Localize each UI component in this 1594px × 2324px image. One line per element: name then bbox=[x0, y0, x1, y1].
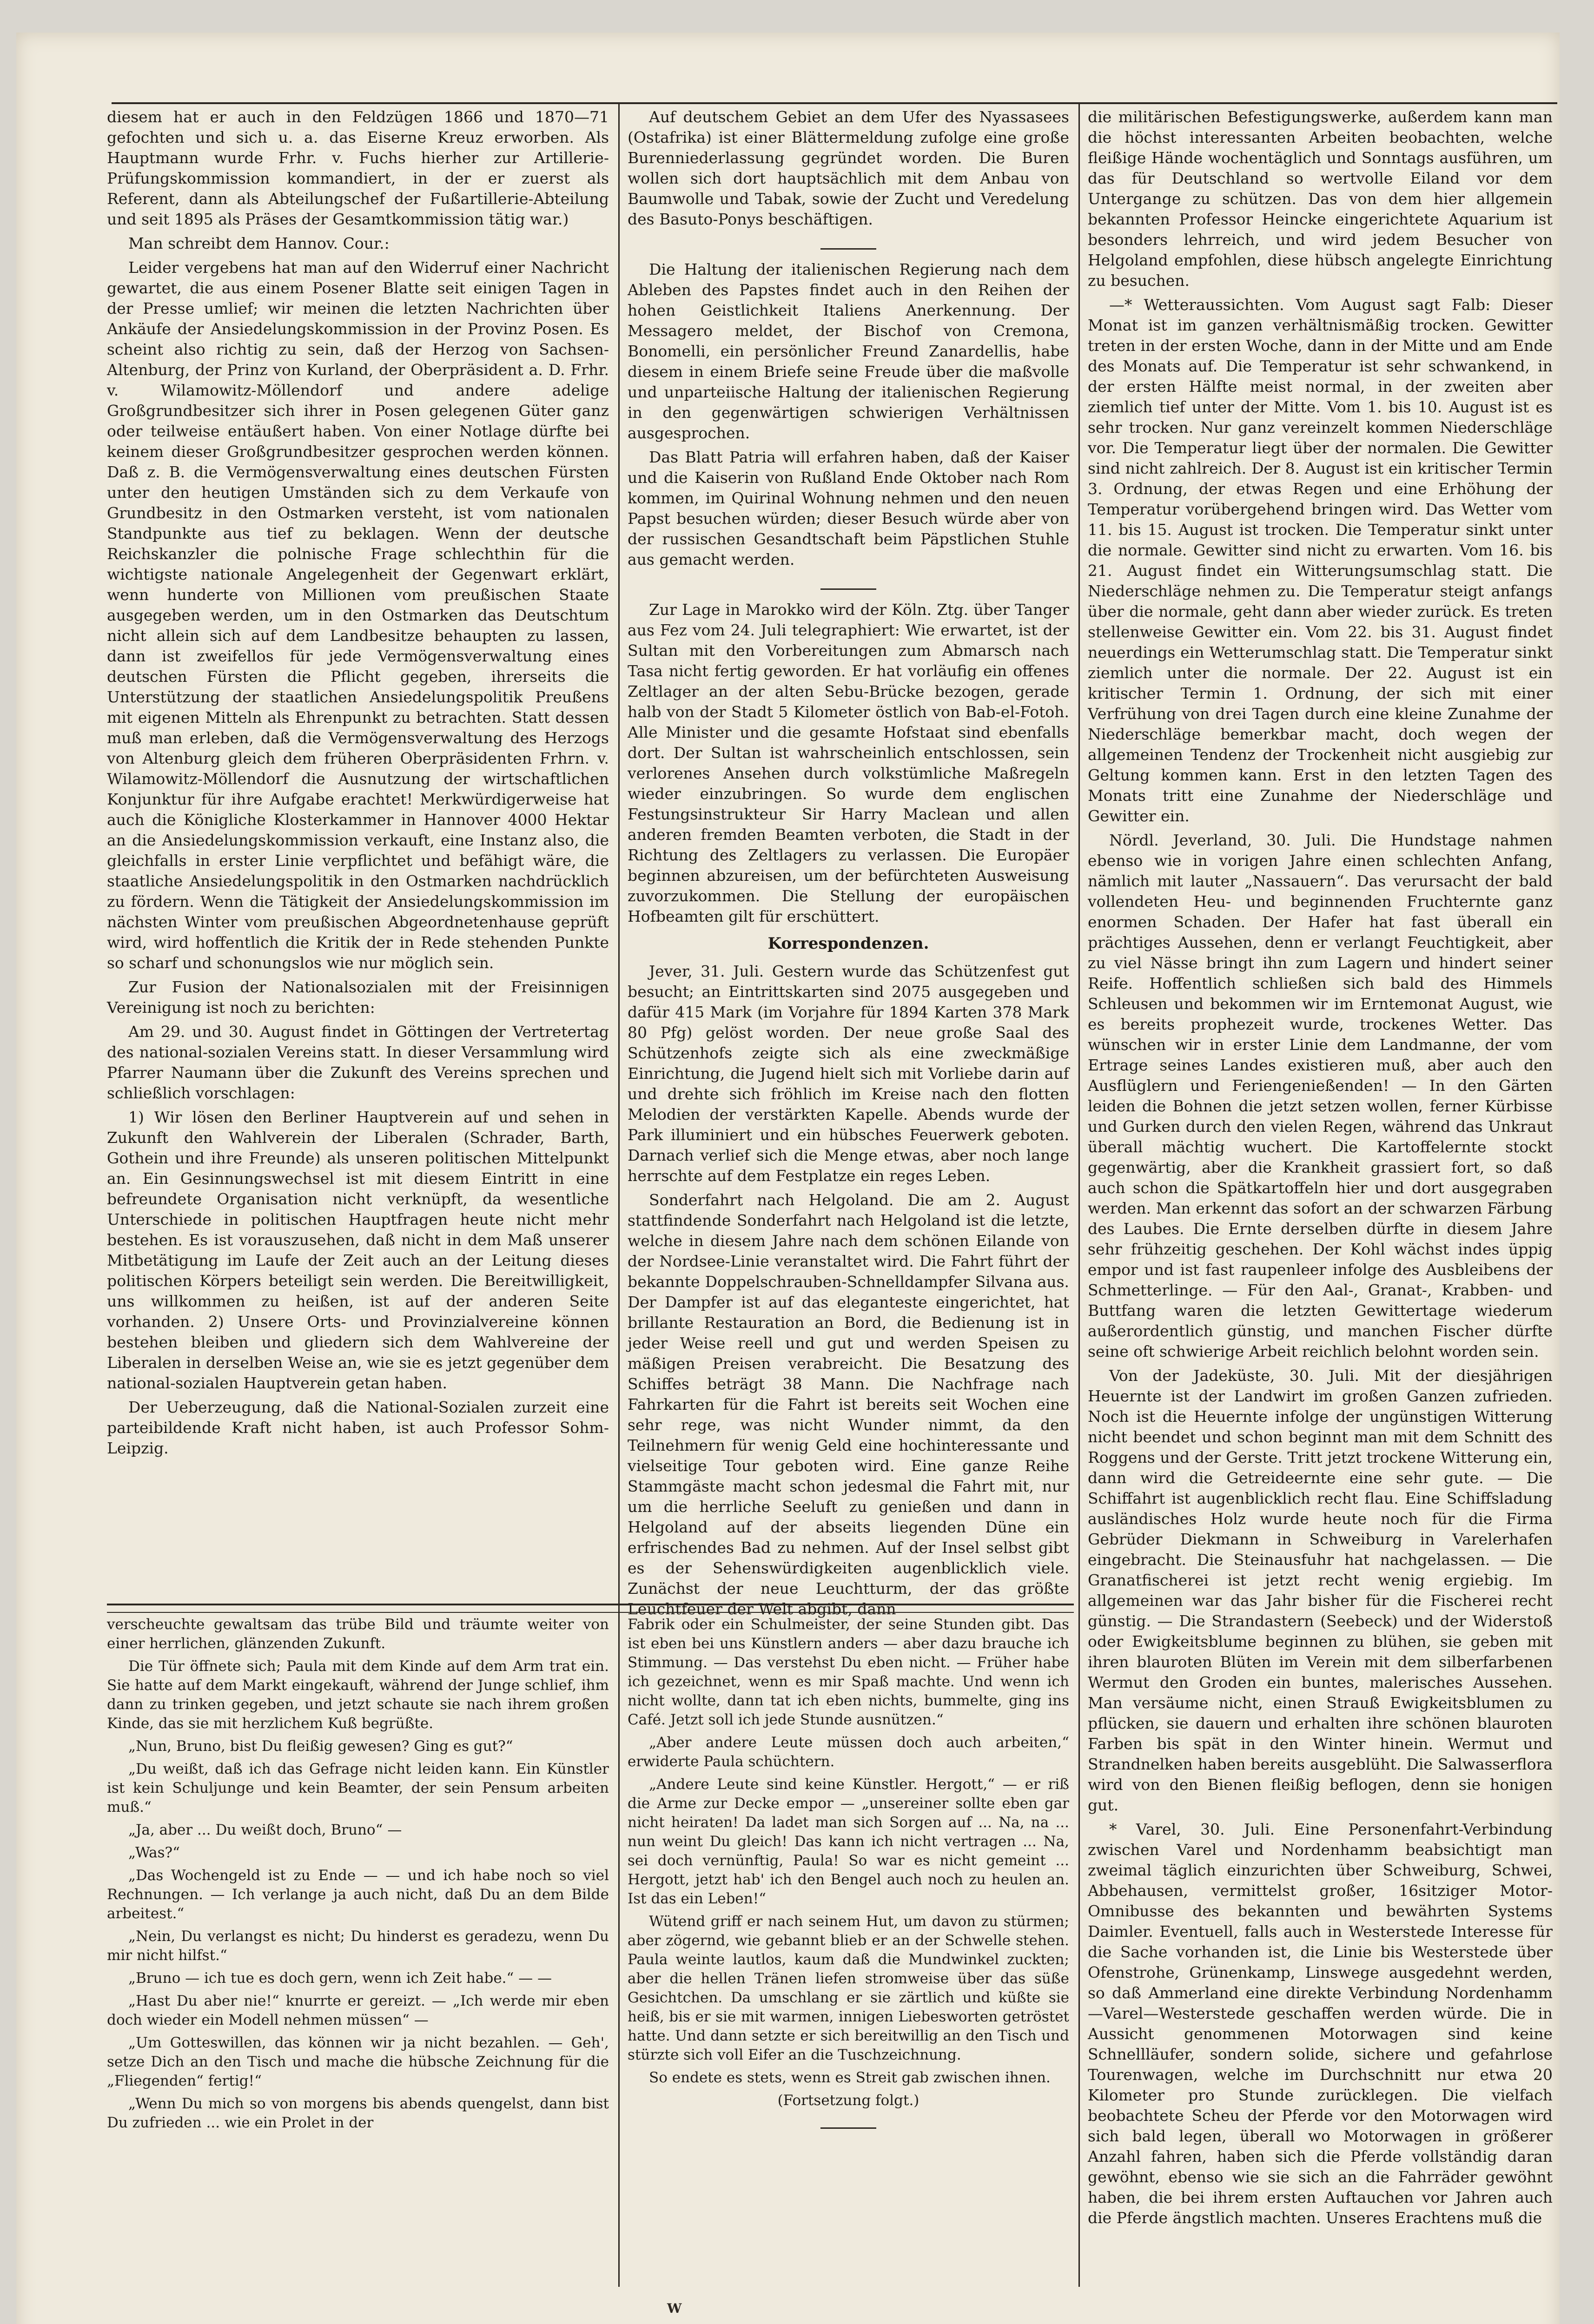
feuilleton-rule bbox=[107, 1604, 1074, 1613]
col2-paragraph: Die Haltung der italienischen Regierung nach dem Ableben des Papstes findet auch in den Reihen der hohen Geistlichkeit Italiens Anerkennung. Der Messagero meldet, der Bischof von Cremona, Bonomelli, ein persönlicher Freund Zanardellis, habe diesem in einem Briefe seine Freude über die maßvolle und unparteiische Haltung der italienischen Regierung in den gegenwärtigen schwierigen Verhältnissen ausgesprochen. bbox=[628, 260, 1069, 442]
column-rule-2 bbox=[1078, 102, 1080, 2287]
col1-paragraph: Am 29. und 30. August findet in Göttingen der Vertretertag des national-sozialen Vereins statt. In dieser Versammlung wird Pfarrer Naumann über die Zukunft des Vereins sprechen und schließlich vorschlagen: bbox=[107, 1023, 609, 1102]
col1-paragraph: Zur Fusion der Nationalsozialen mit der Freisinnigen Vereinigung ist noch zu berichten: bbox=[107, 978, 609, 1017]
top-rule bbox=[112, 102, 1557, 104]
feuilleton-paragraph: So endete es stets, wenn es Streit gab zwischen ihnen. bbox=[649, 2069, 1051, 2086]
feuilleton-paragraph: „Wenn Du mich so von morgens bis abends quengelst, dann bist Du zufrieden ... wie ein Prolet in der bbox=[107, 2095, 609, 2131]
col2-paragraph: Zur Lage in Marokko wird der Köln. Ztg. über Tanger aus Fez vom 24. Juli telegraphiert: Wie erwartet, ist der Sultan mit den Vorbereitungen zum Abmarsch nach Tasa nicht fertig geworden. Er hat vorläufig ein offenes Zeltlager an der alten Sebu-Brücke bezogen, gerade halb von der Stadt 5 Kilometer östlich von Bab-el-Fotoh. Alle Minister und die gesamte Hofstaat sind ebenfalls dort. Der Sultan ist wahrscheinlich entschlossen, sein verlorenes Ansehen durch volkstümliche Maßregeln wieder einzubringen. So wurde dem englischen Festungsinstrukteur Sir Harry Maclean und allen anderen fremden Beamten verboten, die Stadt in der Richtung des Zeltlagers zu verlassen. Die Europäer beginnen abzureisen, um der befürchteten Ausweisung zuvorzukommen. Die Stellung der europäischen Hofbeamten gilt für erschüttert. bbox=[628, 601, 1069, 925]
feuilleton-paragraph: „Aber andere Leute müssen doch auch arbeiten,“ erwiderte Paula schüchtern. bbox=[628, 1734, 1069, 1770]
separator bbox=[628, 234, 1069, 255]
feuilleton-paragraph: Wütend griff er nach seinem Hut, um davon zu stürmen; aber zögernd, wie gebannt blieb er an der Schwelle stehen. Paula weinte lautlos, kaum daß die Mundwinkel zuckten; aber die hellen Tränen liefen stromweise über das süße Gesichtchen. Da umschlang er sie zärtlich und küßte sie heiß, bis er sie mit warmen, innigen Liebesworten getröstet hatte. Und dann setzte er sich bereitwillig an den Tisch und stürzte sich voll Eifer an die Tuschzeichnung. bbox=[628, 1913, 1069, 2063]
col1-paragraph: 1) Wir lösen den Berliner Hauptverein auf und sehen in Zukunft den Wahlverein der Liberalen (Schrader, Barth, Gothein und ihre Freunde) als unseren politischen Mittelpunkt an. Ein Gesinnungswechsel ist mit diesem Eintritt in eine befreundete Organisation nicht verknüpft, da wesentliche Unterschiede in politischen Hauptfragen heute nicht mehr bestehen. Es ist vorauszusehen, daß nicht in dem Maß unserer Mitbetätigung im Laufe der Zeit auch an der Leitung dieses politischen Körpers beteiligt sein werden. Die Bereitwilligkeit, uns willkommen zu heißen, ist auf der anderen Seite vorhanden. 2) Unsere Orts- und Provinzialvereine können bestehen bleiben und gliedern sich dem Wahlvereine der Liberalen in derselben Weise an, wie sie es jetzt gegenüber dem national-sozialen Hauptverein getan haben. bbox=[107, 1108, 609, 1392]
feuilleton-column-2 bbox=[628, 1615, 1069, 2275]
col2-paragraph: Jever, 31. Juli. Gestern wurde das Schützenfest gut besucht; an Eintrittskarten sind 2075 ausgegeben und dafür 415 Mark (im Vorjahre für 1894 Karten 378 Mark 80 Pfg) gelöst worden. Der neue große Saal des Schützenhofs zeigte sich als eine zweckmäßige Einrichtung, die Jugend hielt sich mit Vorliebe darin auf und drehte sich fröhlich im Kreise nach den flotten Melodien der verstärkten Kapelle. Abends wurde der Park illuminiert und ein hübsches Feuerwerk geboten. Darnach verlief sich die Menge etwas, aber noch lange herrschte auf dem Festplatze ein reges Leben. bbox=[628, 962, 1069, 1185]
page-signature: W bbox=[667, 2301, 682, 2316]
feuilleton-paragraph: „Was?“ bbox=[128, 1844, 180, 1861]
feuilleton-paragraph: „Hast Du aber nie!“ knurrte er gereizt. — „Ich werde mir eben doch wieder ein Modell nehmen müssen“ — bbox=[107, 1993, 609, 2028]
col1-paragraph: Man schreibt dem Hannov. Cour.: bbox=[128, 234, 390, 252]
col3-paragraph: * Varel, 30. Juli. Eine Personenfahrt-Verbindung zwischen Varel und Nordenhamm beabsichtigt man zweimal täglich einzurichten über Schweiburg, Schwei, Abbehausen, vermittelst großer, 16sitziger Motor-Omnibusse des bekannten und bewährten Systems Daimler. Eventuell, falls auch in Westerstede Interesse für die Sache vorhanden ist, die Linie bis Westerstede über Ofenstrohe, Grünenkamp, Linswege ausgedehnt werden, so daß Ammerland eine direkte Verbindung Nordenhamm—Varel—Westerstede geschaffen werden würde. Die in Aussicht genommenen Motorwagen sind keine Schnellläufer, sondern solide, sichere und gefahrlose Tourenwagen, welche im Durchschnitt nur etwa 20 Kilometer pro Stunde zurücklegen. Die vielfach beobachtete Scheu der Pferde vor den Motorwagen wird sich bald legen, überall wo Motorwagen in größerer Anzahl fahren, haben sich die Pferde vollständig daran gewöhnt, ebenso wie sie sich an die Fahrräder gewöhnt haben, die bei ihrem ersten Auftauchen vor Jahren auch die Pferde ängstlich machten. Unseres Erachtens muß die bbox=[1088, 1820, 1553, 2227]
section-heading: Korrespondenzen. bbox=[767, 934, 929, 953]
col1-paragraph: Der Ueberzeugung, daß die National-Sozialen zurzeit eine parteibildende Kraft nicht haben, ist auch Professor Sohm-Leipzig. bbox=[107, 1398, 609, 1457]
col2-paragraph: Das Blatt Patria will erfahren haben, daß der Kaiser und die Kaiserin von Rußland Ende Oktober nach Rom kommen, im Quirinal Wohnung nehmen und den neuen Papst besuchen würden; dieser Besuch würde aber von der russischen Gesandtschaft beim Päpstlichen Stuhle aus gemacht werden. bbox=[628, 448, 1069, 568]
column-3 bbox=[1088, 107, 1553, 2282]
feuilleton-column-1 bbox=[107, 1615, 609, 2275]
feuilleton-paragraph: verscheuchte gewaltsam das trübe Bild und träumte weiter von einer herrlichen, glänzenden Zukunft. bbox=[107, 1616, 609, 1652]
feuilleton-paragraph: „Nun, Bruno, bist Du fleißig gewesen? Ging es gut?“ bbox=[128, 1738, 513, 1755]
continuation-note: (Fortsetzung folgt.) bbox=[777, 2092, 919, 2109]
column-2 bbox=[628, 107, 1069, 1618]
feuilleton-paragraph: Fabrik oder ein Schulmeister, der seine Stunden gibt. Das ist eben bei uns Künstlern anders — aber dazu brauche ich Stimmung. — Das verstehst Du eben nicht. — Früher habe ich gezeichnet, wenn es mir Spaß machte. Und wenn ich nicht wollte, dann tat ich eben nichts, bummelte, ging ins Café. Jetzt soll ich jede Stunde ausnützen.“ bbox=[628, 1616, 1069, 1728]
col2-paragraph: Sonderfahrt nach Helgoland. Die am 2. August stattfindende Sonderfahrt nach Helgoland ist die letzte, welche in diesem Jahre nach dem schönen Eilande von der Nordsee-Linie veranstaltet wird. Die Fahrt führt der bekannte Doppelschrauben-Schnelldampfer Silvana aus. Der Dampfer ist auf das eleganteste eingerichtet, hat brillante Restauration an Bord, die Bedienung ist in jeder Weise reell und gut und werden Speisen zu mäßigen Preisen verabreicht. Die Besatzung des Schiffes beträgt 38 Mann. Die Nachfrage nach Fahrkarten für die Fahrt ist bereits seit Wochen eine sehr rege, was nicht Wunder nimmt, da den Teilnehmern für wenig Geld eine hochinteressante und vielseitige Tour geboten wird. Eine ganze Reihe Stammgäste macht schon jedesmal die Fahrt mit, nur um die herrliche Seeluft zu genießen und dann in Helgoland auf der abseits liegenden Düne ein erfrischendes Bad zu nehmen. Auf der Insel selbst gibt es der Sehenswürdigkeiten augenblicklich viele. Zunächst der neue Leuchtturm, der das größte Leuchtfeuer der Welt abgibt, dann bbox=[628, 1191, 1069, 1618]
feuilleton-paragraph: „Du weißt, daß ich das Gefrage nicht leiden kann. Ein Künstler ist kein Schuljunge und kein Beamter, der sein Pensum arbeiten muß.“ bbox=[107, 1761, 609, 1816]
col3-paragraph: Von der Jadeküste, 30. Juli. Mit der diesjährigen Heuernte ist der Landwirt im großen Ganzen zufrieden. Noch ist die Heuernte infolge der ungünstigen Witterung nicht beendet und schon beginnt man mit dem Schnitt des Roggens und der Gerste. Tritt jetzt trockene Witterung ein, dann wird die Getreideernte eine sehr gute. — Die Schiffahrt ist augenblicklich recht flau. Eine Schiffsladung ausländisches Holz wurde heute noch für die Firma Gebrüder Diekmann in Schweiburg in Varelerhafen eingebracht. Die Steinausfuhr hat nachgelassen. — Die Granatfischerei ist jetzt recht wenig ergiebig. Im allgemeinen war das Jahr bisher für die Fischerei recht günstig. — Die Strandastern (Seebeck) und der Widerstoß oder Ewigkeitsblume beginnen zu blühen, sie geben mit ihren blauroten Blüten im Verein mit dem silberfarbenen Wermut den Groden ein buntes, malerisches Aussehen. Man versäume nicht, einen Strauß Ewigkeitsblumen zu pflücken, sie dauern und erhalten ihre schönen blauroten Farben bis spät in den Winter hinein. Wermut und Strandnelken haben bereits ausgeblüht. Die Salwasserflora wird von den Bienen fleißig beflogen, denn sie honigen gut. bbox=[1088, 1367, 1553, 1814]
feuilleton-paragraph: „Nein, Du verlangst es nicht; Du hinderst es geradezu, wenn Du mir nicht hilfst.“ bbox=[107, 1928, 609, 1964]
column-rule-1 bbox=[618, 102, 620, 2287]
end-rule bbox=[628, 2115, 1069, 2134]
feuilleton-paragraph: „Ja, aber ... Du weißt doch, Bruno“ — bbox=[128, 1822, 402, 1838]
feuilleton-paragraph: Die Tür öffnete sich; Paula mit dem Kinde auf dem Arm trat ein. Sie hatte auf dem Markt eingekauft, während der Junge schlief, ihm dann zu trinken gegeben, und jetzt schaute sie nach ihrem großen Kinde, das sie mit herzlichem Kuß begrüßte. bbox=[107, 1658, 609, 1732]
separator bbox=[628, 574, 1069, 595]
col3-paragraph: die militärischen Befestigungswerke, außerdem kann man die höchst interessanten Arbeiten beobachten, welche fleißige Hände wochentäglich und Sonntags ausführen, um das für Deutschland so wertvolle Eiland vor dem Untergange zu schützen. Das von dem hier allgemein bekannten Professor Heincke eingerichtete Aquarium ist besonders lehrreich, und wird jedem Besucher von Helgoland empfohlen, diese hübsch angelegte Einrichtung zu besuchen. bbox=[1088, 108, 1553, 290]
col1-paragraph: diesem hat er auch in den Feldzügen 1866 und 1870—71 gefochten und sich u. a. das Eiserne Kreuz erworben. Als Hauptmann wurde Frhr. v. Fuchs hierher zur Artillerie-Prüfungskommission kommandiert, in der er zuerst als Referent, dann als Abteilungschef der Fußartillerie-Abteilung und seit 1895 als Präses der Gesamtkommission tätig war.) bbox=[107, 108, 609, 228]
newspaper-page bbox=[16, 33, 1560, 2324]
col3-paragraph: —* Wetteraussichten. Vom August sagt Falb: Dieser Monat ist im ganzen verhältnismäßig trocken. Gewitter treten in der ersten Woche, dann in der Mitte und am Ende des Monats auf. Die Temperatur ist sehr schwankend, in der ersten Hälfte meist normal, in der zweiten aber ziemlich tief unter der Mitte. Vom 1. bis 10. August ist es sehr trocken. Nur ganz vereinzelt kommen Niederschläge vor. Die Temperatur liegt über der normalen. Die Gewitter sind nicht zahlreich. Der 8. August ist ein kritischer Termin 3. Ordnung, der etwas Regen und eine Erhöhung der Temperatur vorübergehend bringen wird. Das Wetter vom 11. bis 15. August ist trocken. Die Temperatur sinkt unter die normale. Gewitter sind nicht zu erwarten. Vom 16. bis 21. August findet ein Witterungsumschlag statt. Die Niederschläge nehmen zu. Die Temperatur steigt anfangs über die normale, geht dann aber wieder zurück. Es treten stellenweise Gewitter ein. Vom 22. bis 31. August findet neuerdings ein Wetterumschlag statt. Die Temperatur sinkt ziemlich unter die normale. Der 22. August ist ein kritischer Termin 1. Ordnung, der sich mit einer Verfrühung von drei Tagen durch eine kleine Zunahme der Niederschläge bemerkbar macht, doch wegen der allgemeinen Tendenz der Trockenheit nicht ausgiebig zur Geltung kommen kann. Erst in den letzten Tagen des Monats tritt eine Zunahme der Niederschläge und Gewitter ein. bbox=[1088, 296, 1553, 825]
col1-paragraph: Leider vergebens hat man auf den Widerruf einer Nachricht gewartet, die aus einem Posener Blatte seit einigen Tagen in der Presse umlief; wir meinen die letzten Nachrichten über Ankäufe der Ansiedelungskommission in der Provinz Posen. Es scheint also richtig zu sein, daß der Herzog von Sachsen-Altenburg, der Prinz von Kurland, der Oberpräsident a. D. Frhr. v. Wilamowitz-Möllendorf und andere adelige Großgrundbesitzer sich ihrer in Posen gelegenen Güter ganz oder teilweise entäußert haben. Von einer Notlage dürfte bei keinem dieser Großgrundbesitzer gesprochen werden können. Daß z. B. die Vermögensverwaltung eines deutschen Fürsten unter den heutigen Umständen sich zu dem Verkaufe von Grundbesitz in den Ostmarken versteht, ist vom nationalen Standpunkte aus tief zu beklagen. Wenn der deutsche Reichskanzler die polnische Frage schlechthin für die wichtigste nationale Angelegenheit der Gegenwart erklärt, wenn hunderte von Millionen vom preußischen Staate ausgegeben werden, um in den Ostmarken das Deutschtum nicht allein sich auf dem Landbesitze behaupten zu lassen, dann ist zweifellos für jede Vermögensverwaltung eines deutschen Fürsten die Pflicht gegeben, ihrerseits die Unterstützung der staatlichen Ansiedelungspolitik Preußens mit eigenen Mitteln als Ehrenpunkt zu betrachten. Statt dessen muß man erleben, daß die Vermögensverwaltung des Herzogs von Altenburg gleich dem früheren Oberpräsidenten Frhrn. v. Wilamowitz-Möllendorf die Ausnutzung der wirtschaftlichen Konjunktur für ihre Aufgabe erachtet! Merkwürdigerweise hat auch die Königliche Klosterkammer in Hannover 4000 Hektar an die Ansiedelungskommission verkauft, eine Instanz also, die gleichfalls in erster Linie verpflichtet und befähigt wäre, die staatliche Ansiedelungspolitik in den Ostmarken nachdrücklich zu fördern. Wenn die Tätigkeit der Ansiedelungskommission im nächsten Winter vom preußischen Abgeordnetenhause geprüft wird, wird hoffentlich die Kritik der in Rede stehenden Punkte so scharf und schonungslos wie nur möglich sein. bbox=[107, 258, 609, 972]
feuilleton-paragraph: „Das Wochengeld ist zu Ende — — und ich habe noch so viel Rechnungen. — Ich verlange ja auch nicht, daß Du an dem Bilde arbeitest.“ bbox=[107, 1867, 609, 1922]
feuilleton-paragraph: „Um Gotteswillen, das können wir ja nicht bezahlen. — Geh', setze Dich an den Tisch und mache die hübsche Zeichnung für die „Fliegenden“ fertig!“ bbox=[107, 2034, 609, 2089]
feuilleton-paragraph: „Bruno — ich tue es doch gern, wenn ich Zeit habe.“ — — bbox=[128, 1970, 552, 1987]
column-1 bbox=[107, 107, 609, 1599]
col2-paragraph: Auf deutschem Gebiet an dem Ufer des Nyassasees (Ostafrika) ist einer Blättermeldung zufolge eine große Burenniederlassung gegründet worden. Die Buren wollen sich dort hauptsächlich mit dem Anbau von Baumwolle und Tabak, sowie der Zucht und Veredelung des Basuto-Ponys beschäftigen. bbox=[628, 108, 1069, 228]
feuilleton-paragraph: „Andere Leute sind keine Künstler. Hergott,“ — er riß die Arme zur Decke empor — „unsereiner sollte eben gar nicht heiraten! Da ladet man sich Sorgen auf ... Na, na ... nun weint Du gleich! Das kann ich nicht vertragen ... Na, sei doch vernünftig, Paula! So war es nicht gemeint ... Hergott, jetzt hab' ich den Bengel auch noch zu heulen an. Ist das ein Leben!“ bbox=[628, 1776, 1069, 1907]
col3-paragraph: Nördl. Jeverland, 30. Juli. Die Hundstage nahmen ebenso wie in vorigen Jahre einen schlechten Anfang, nämlich mit lauter „Nassauern“. Das verursacht der bald vollendeten Heu- und beginnenden Fruchternte ganz enormen Schaden. Der Hafer hat fast überall ein prächtiges Aussehen, denn er verlangt Feuchtigkeit, aber zu viel Nässe bringt ihn zum Lagern und hindert seiner Reife. Hoffentlich schließen sich bald des Himmels Schleusen und bekommen wir im Erntemonat August, wie es bereits prophezeit wurde, trockenes Wetter. Das wünschen wir in erster Linie dem Landmanne, der vom Ertrage seines Landes existieren muß, aber auch den Ausflüglern und Feriengenießenden! — In den Gärten leiden die Bohnen die jetzt setzen wollen, ferner Kürbisse und Gurken durch den vielen Regen, während das Unkraut überall mächtig wuchert. Die Kartoffelernte stockt gegenwärtig, aber die Krankheit grassiert fort, so daß auch schon die Spätkartoffeln hier und dort ausgegraben werden. Man erkennt das sofort an der schwarzen Färbung des Laubes. Die Ernte derselben dürfte in diesem Jahre sehr frühzeitig geschehen. Der Kohl wächst indes üppig empor und ist fast raupenleer infolge des Ausbleibens der Schmetterlinge. — Für den Aal-, Granat-, Krabben- und Buttfang waren die letzten Gewittertage wiederum außerordentlich günstig, und manchen Fischer dürfte seine oft schwierige Arbeit reichlich belohnt worden sein. bbox=[1088, 831, 1553, 1360]
